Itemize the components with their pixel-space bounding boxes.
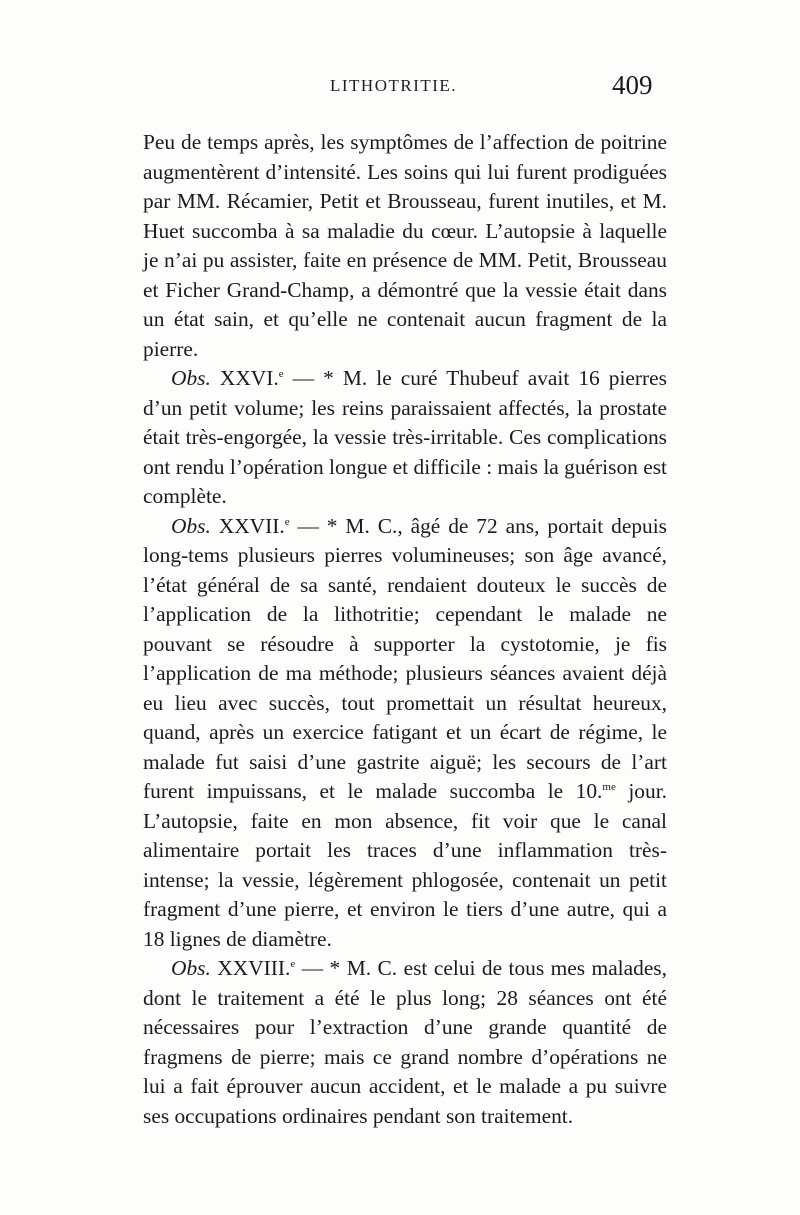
observation-27 — [143, 512, 667, 955]
obs-superscript: e — [290, 957, 296, 970]
obs-label: Obs. — [171, 513, 211, 538]
obs-text-continued: jour. L’autopsie, faite en mon absence, fit voir que le canal alimentaire portait les traces d’une inflammation très-intense; la vessie, légèrement phlogosée, contenait un petit fragment d’une pierre, et environ le tiers d’une autre, qui a 18 lignes de diamètre. — [143, 779, 667, 951]
observation-28 — [143, 954, 667, 1131]
paragraph-text: Peu de temps après, les symptômes de l’affection de poitrine augmentèrent d’intensité. Les soins qui lui furent prodiguées par MM. Récamier, Petit et Brousseau, furent inutiles, et M. Huet succomba à sa maladie du cœur. L’autopsie à laquelle je n’ai pu assister, faite en présence de MM. Petit, Brousseau et Ficher Grand-Champ, a démontré que la vessie était dans un état sain, et qu’elle ne contenait aucun fragment de la pierre. — [143, 130, 667, 361]
obs-superscript: e — [284, 515, 290, 528]
page-number: 409 — [612, 70, 653, 100]
paragraph-continuation — [143, 128, 667, 364]
running-head: LITHOTRITIE. — [330, 76, 458, 95]
obs-text: — * M. le curé Thubeuf avait 16 pierres d’un petit volume; les reins paraissaient affectés, la prostate était très-engorgée, la vessie très-irritable. Ces complications ont rendu l’opération longue et difficile : mais la guérison est complète. — [143, 366, 667, 508]
observation-26 — [143, 364, 667, 512]
obs-number: XXVIII. — [217, 956, 291, 980]
obs-text: — * M. C. est celui de tous mes malades, dont le traitement a été le plus long; 28 séances ont été nécessaires pour l’extraction d’une grande quantité de fragmens de pierre; mais ce grand nombre d’opérations ne lui a fait éprouver aucun accident, et le malade a pu suivre ses occupations ordinaires pendant son traitement. — [143, 956, 667, 1128]
obs-text: — * M. C., âgé de 72 ans, portait depuis long-tems plusieurs pierres volumineuses; son âge avancé, l’état général de sa santé, rendaient douteux le succès de l’application de la lithotritie; cependant le malade ne pouvant se résoudre à supporter la cystotomie, je fis l’application de ma méthode; plusieurs séances avaient déjà eu lieu avec succès, tout promettait un résultat heureux, quand, après un exercice fatigant et un écart de régime, le malade fut saisi d’une gastrite aiguë; les secours de l’art furent impuissans, et le malade succomba le 10. — [143, 513, 667, 803]
obs-number: XXVI. — [219, 366, 279, 390]
obs-label: Obs. — [171, 366, 211, 390]
ordinal-superscript: me — [602, 780, 616, 793]
obs-superscript: e — [278, 367, 284, 380]
obs-number: XXVII. — [218, 513, 285, 538]
obs-label: Obs. — [171, 956, 211, 980]
body-text — [143, 128, 667, 1131]
